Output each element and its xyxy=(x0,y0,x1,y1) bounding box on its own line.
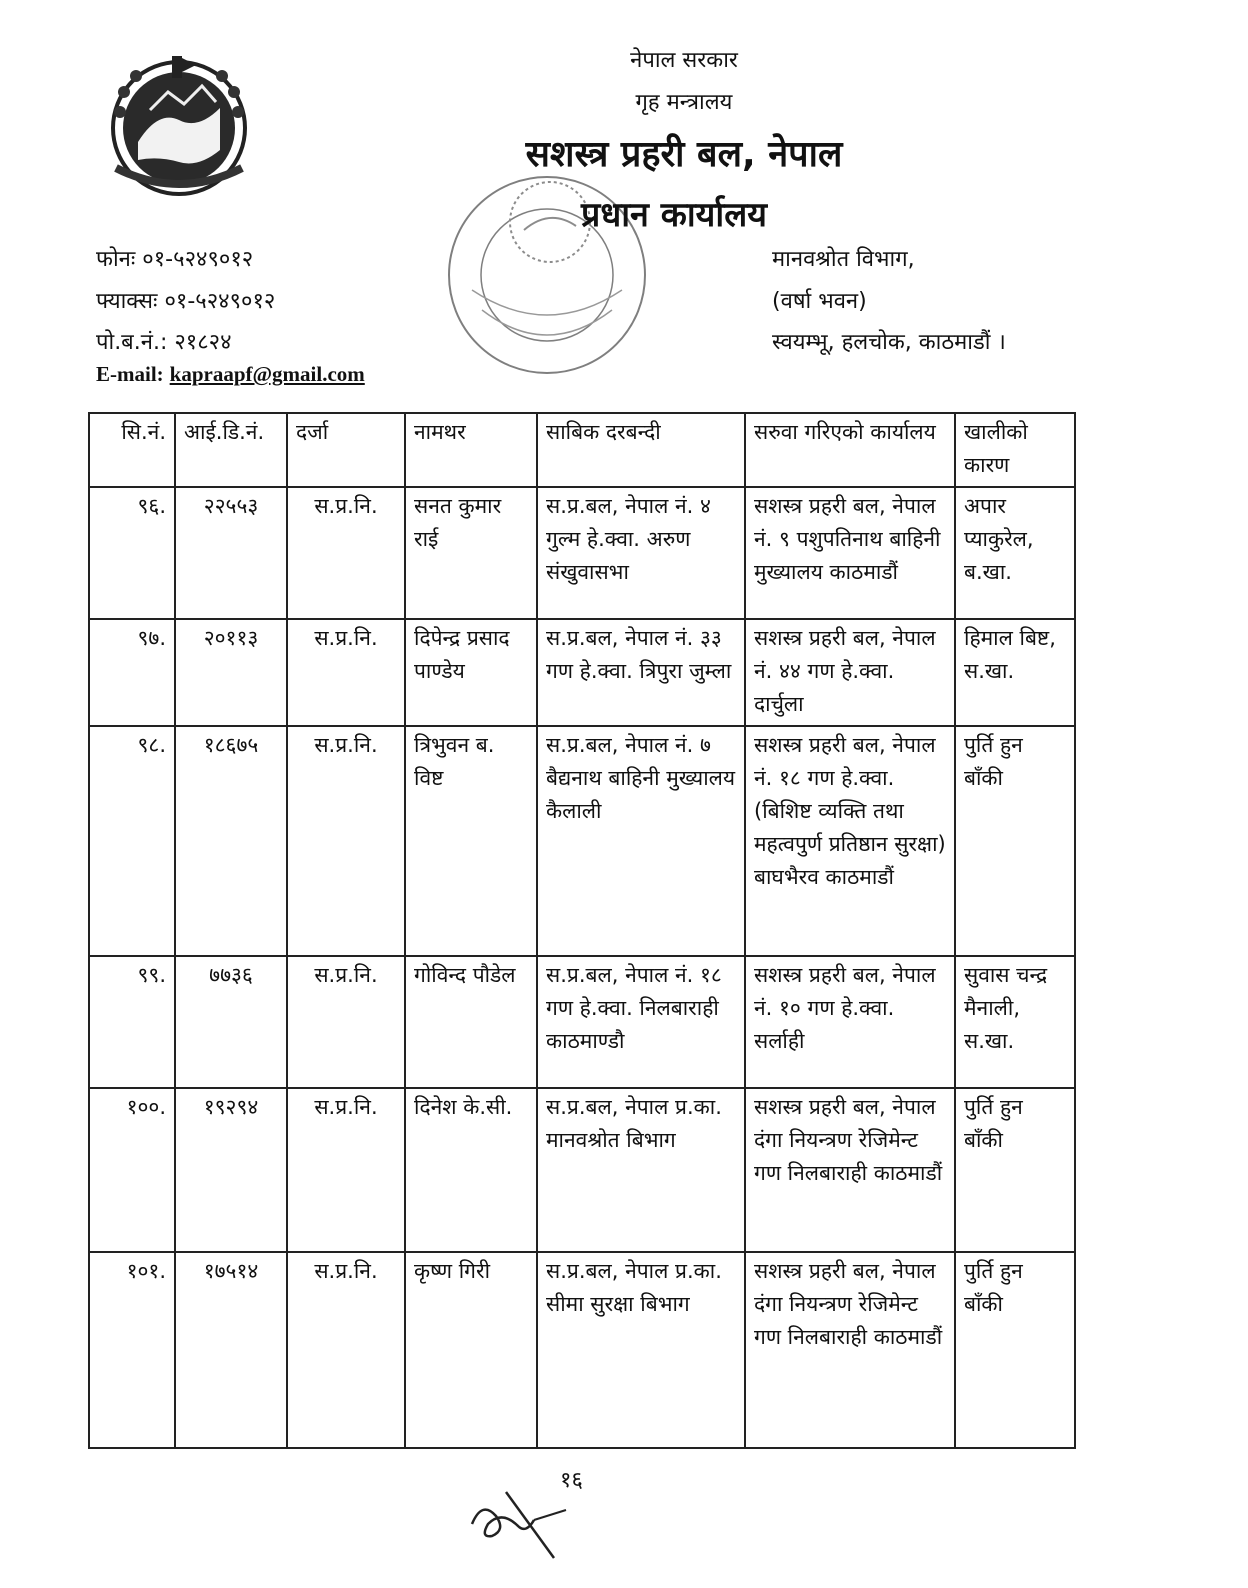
previous-post-cell: स.प्र.बल, नेपाल नं. ४ गुल्म हे.क्वा. अरुण संखुवासभा xyxy=(537,487,745,619)
id-cell: २२५५३ xyxy=(175,487,287,619)
vacancy-reason-cell: सुवास चन्द्र मैनाली, स.खा. xyxy=(955,956,1075,1088)
rank-cell: स.प्र.नि. xyxy=(287,619,405,726)
name-cell: दिनेश के.सी. xyxy=(405,1088,537,1252)
po-box: पो.ब.नं.: २१८२४ xyxy=(96,330,232,355)
transferred-office-cell: सशस्त्र प्रहरी बल, नेपाल नं. ४४ गण हे.क्वा. दार्चुला xyxy=(745,619,955,726)
fax-number: फ्याक्सः ०१-५२४९०१२ xyxy=(96,289,276,314)
serial-cell: ९९. xyxy=(89,956,175,1088)
table-row xyxy=(89,726,1075,956)
transferred-office-cell: सशस्त्र प्रहरी बल, नेपाल नं. ९ पशुपतिनाथ बाहिनी मुख्यालय काठमाडौं xyxy=(745,487,955,619)
id-cell: १९२९४ xyxy=(175,1088,287,1252)
vacancy-reason-cell: अपार प्याकुरेल, ब.खा. xyxy=(955,487,1075,619)
table-row xyxy=(89,1088,1075,1252)
rank-cell: स.प्र.नि. xyxy=(287,726,405,956)
office-name: प्रधान कार्यालय xyxy=(581,195,767,235)
serial-cell: ९७. xyxy=(89,619,175,726)
table-row xyxy=(89,487,1075,619)
transfer-table xyxy=(88,412,1076,1449)
vacancy-reason-cell: पुर्ति हुन बाँकी xyxy=(955,1252,1075,1448)
transferred-office-cell: सशस्त्र प्रहरी बल, नेपाल दंगा नियन्त्रण रेजिमेन्ट गण निलबाराही काठमाडौं xyxy=(745,1252,955,1448)
column-header-rank: दर्जा xyxy=(287,413,405,487)
rank-cell: स.प्र.नि. xyxy=(287,1088,405,1252)
table-row xyxy=(89,956,1075,1088)
serial-cell: १०१. xyxy=(89,1252,175,1448)
rank-cell: स.प्र.नि. xyxy=(287,956,405,1088)
column-header-transferred-office: सरुवा गरिएको कार्यालय xyxy=(745,413,955,487)
building-name: (वर्षा भवन) xyxy=(772,289,867,314)
department-name: मानवश्रोत विभाग, xyxy=(772,247,915,272)
previous-post-cell: स.प्र.बल, नेपाल नं. ३३ गण हे.क्वा. त्रिपुरा जुम्ला xyxy=(537,619,745,726)
id-cell: ७७३६ xyxy=(175,956,287,1088)
serial-cell: १००. xyxy=(89,1088,175,1252)
government-name: नेपाल सरकार xyxy=(630,48,738,73)
vacancy-reason-cell: पुर्ति हुन बाँकी xyxy=(955,726,1075,956)
column-header-name: नामथर xyxy=(405,413,537,487)
office-location: स्वयम्भू, हलचोक, काठमाडौं । xyxy=(772,330,1006,355)
previous-post-cell: स.प्र.बल, नेपाल प्र.का. मानवश्रोत बिभाग xyxy=(537,1088,745,1252)
rank-cell: स.प्र.नि. xyxy=(287,1252,405,1448)
serial-cell: ९८. xyxy=(89,726,175,956)
transferred-office-cell: सशस्त्र प्रहरी बल, नेपाल नं. १० गण हे.क्वा. सर्लाही xyxy=(745,956,955,1088)
vacancy-reason-cell: पुर्ति हुन बाँकी xyxy=(955,1088,1075,1252)
page-number: १६ xyxy=(560,1468,583,1493)
column-header-serial: सि.नं. xyxy=(89,413,175,487)
email-line xyxy=(96,362,365,387)
id-cell: २०११३ xyxy=(175,619,287,726)
name-cell: कृष्ण गिरी xyxy=(405,1252,537,1448)
table-row xyxy=(89,619,1075,726)
name-cell: त्रिभुवन ब. विष्ट xyxy=(405,726,537,956)
name-cell: दिपेन्द्र प्रसाद पाण्डेय xyxy=(405,619,537,726)
column-header-vacancy-reason: खालीको कारण xyxy=(955,413,1075,487)
column-header-id: आई.डि.नं. xyxy=(175,413,287,487)
ministry-name: गृह मन्त्रालय xyxy=(635,90,733,115)
previous-post-cell: स.प्र.बल, नेपाल नं. १८ गण हे.क्वा. निलबाराही काठमाण्डौ xyxy=(537,956,745,1088)
previous-post-cell: स.प्र.बल, नेपाल नं. ७ बैद्यनाथ बाहिनी मुख्यालय कैलाली xyxy=(537,726,745,956)
email-link[interactable]: kapraapf@gmail.com xyxy=(169,362,365,386)
name-cell: गोविन्द पौडेल xyxy=(405,956,537,1088)
id-cell: १७५१४ xyxy=(175,1252,287,1448)
id-cell: १८६७५ xyxy=(175,726,287,956)
email-label: E-mail: xyxy=(96,362,164,386)
name-cell: सनत कुमार राई xyxy=(405,487,537,619)
table-header-row xyxy=(89,413,1075,487)
vacancy-reason-cell: हिमाल बिष्ट, स.खा. xyxy=(955,619,1075,726)
transferred-office-cell: सशस्त्र प्रहरी बल, नेपाल नं. १८ गण हे.क्वा. (बिशिष्ट व्यक्ति तथा महत्वपुर्ण प्रतिष्ठान सुरक्षा) बाघभैरव काठमाडौं xyxy=(745,726,955,956)
column-header-previous-post: साबिक दरबन्दी xyxy=(537,413,745,487)
force-name: सशस्त्र प्रहरी बल, नेपाल xyxy=(525,134,843,175)
handwritten-signature xyxy=(462,1480,572,1560)
table-row xyxy=(89,1252,1075,1448)
serial-cell: ९६. xyxy=(89,487,175,619)
phone-number: फोनः ०१-५२४९०१२ xyxy=(96,247,254,272)
rank-cell: स.प्र.नि. xyxy=(287,487,405,619)
transferred-office-cell: सशस्त्र प्रहरी बल, नेपाल दंगा नियन्त्रण रेजिमेन्ट गण निलबाराही काठमाडौं xyxy=(745,1088,955,1252)
previous-post-cell: स.प्र.बल, नेपाल प्र.का. सीमा सुरक्षा बिभाग xyxy=(537,1252,745,1448)
